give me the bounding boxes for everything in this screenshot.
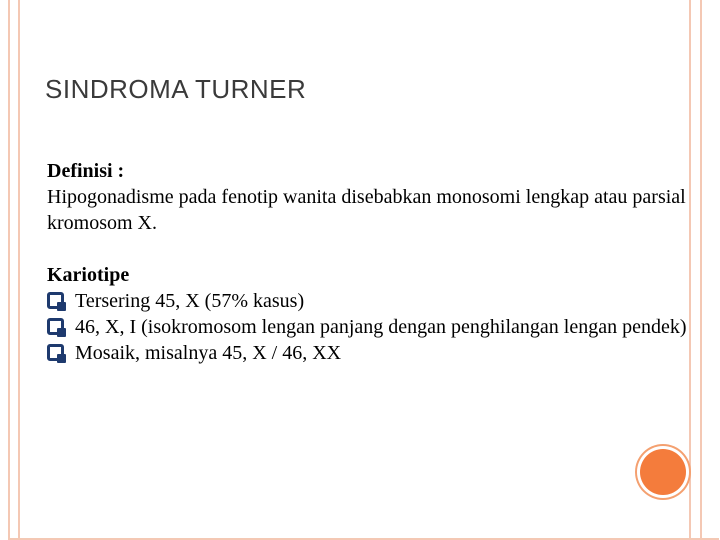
orange-circle-decoration-icon xyxy=(640,449,686,495)
checkbox-bullet-icon xyxy=(47,318,64,335)
list-item xyxy=(47,340,707,366)
karyotype-list xyxy=(47,288,707,366)
checkbox-bullet-icon xyxy=(47,292,64,309)
list-item-text: Mosaik, misalnya 45, X / 46, XX xyxy=(75,342,342,364)
slide-content xyxy=(47,158,707,366)
slide-title: SINDROMA TURNER xyxy=(45,74,307,104)
definition-heading: Definisi : xyxy=(47,160,125,182)
list-item xyxy=(47,288,707,314)
list-item-text: 46, X, I (isokromosom lengan panjang dengan penghilangan lengan pendek) xyxy=(75,316,687,338)
karyotype-heading: Kariotipe xyxy=(47,264,130,286)
list-item xyxy=(47,314,707,340)
checkbox-bullet-icon xyxy=(47,344,64,361)
definition-text: Hipogonadisme pada fenotip wanita disebabkan monosomi lengkap atau parsial kromosom X. xyxy=(47,186,686,234)
list-item-text: Tersering 45, X (57% kasus) xyxy=(75,290,305,312)
spacer xyxy=(47,236,707,262)
